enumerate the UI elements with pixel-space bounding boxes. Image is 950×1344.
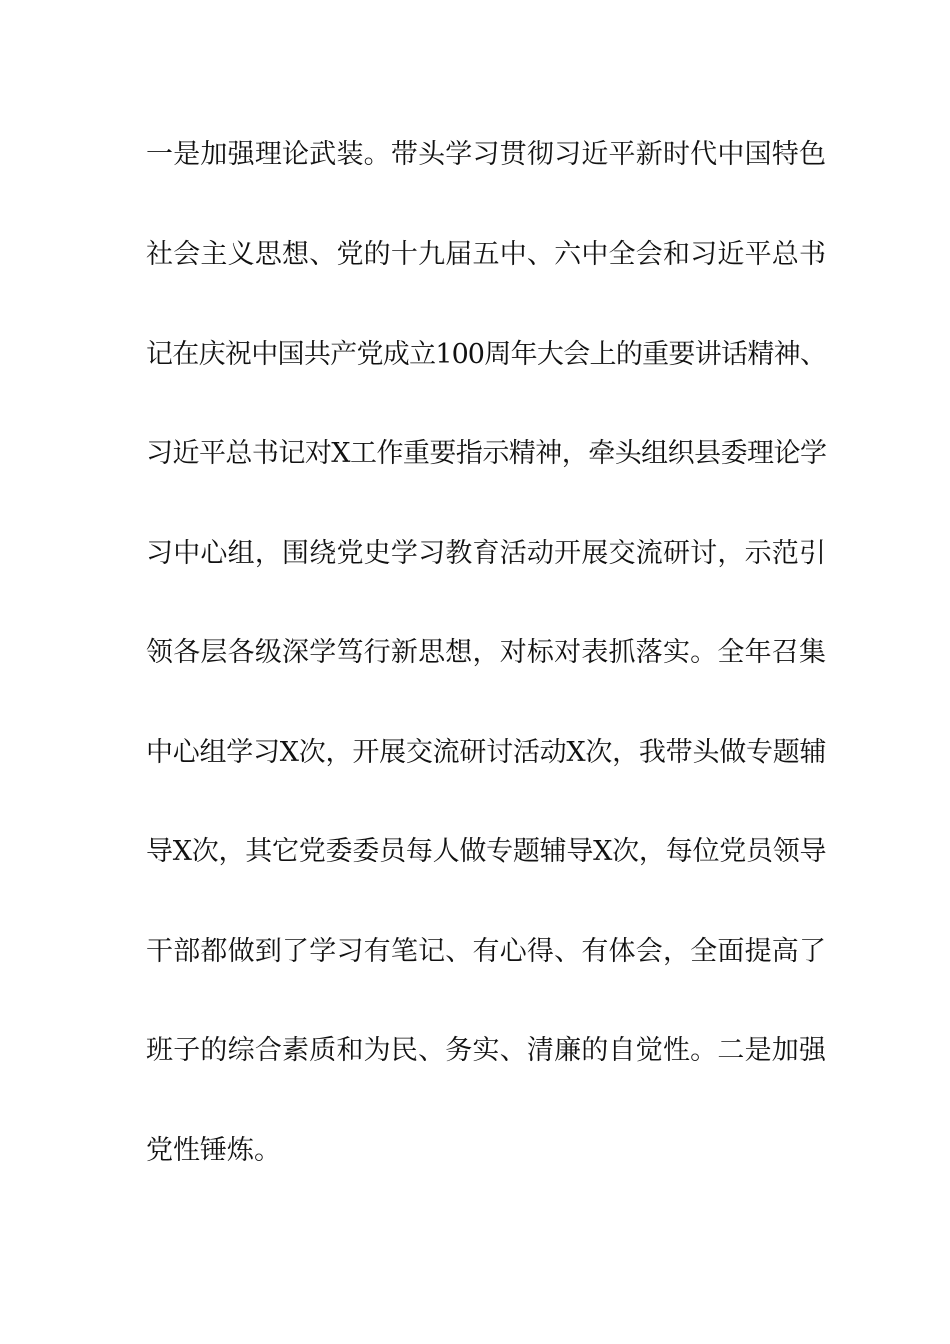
body-text-line-5: 习中心组，围绕党史学习教育活动开展交流研讨，示范引	[146, 538, 826, 569]
body-text-line-1: 一是加强理论武装。带头学习贯彻习近平新时代中国特色	[146, 139, 826, 170]
body-text-line-3: 记在庆祝中国共产党成立100周年大会上的重要讲话精神、	[146, 339, 826, 370]
body-text-line-4: 习近平总书记对X工作重要指示精神，牵头组织县委理论学	[146, 438, 826, 469]
body-text-line-11: 党性锤炼。	[146, 1135, 281, 1166]
body-text-line-2: 社会主义思想、党的十九届五中、六中全会和习近平总书	[146, 239, 826, 270]
body-text-line-10: 班子的综合素质和为民、务实、清廉的自觉性。二是加强	[146, 1035, 826, 1066]
body-text-line-7: 中心组学习X次，开展交流研讨活动X次，我带头做专题辅	[146, 737, 826, 768]
body-text-line-8: 导X次，其它党委委员每人做专题辅导X次，每位党员领导	[146, 836, 826, 867]
body-text-line-6: 领各层各级深学笃行新思想，对标对表抓落实。全年召集	[146, 637, 826, 668]
body-text-line-9: 干部都做到了学习有笔记、有心得、有体会，全面提高了	[146, 936, 826, 967]
